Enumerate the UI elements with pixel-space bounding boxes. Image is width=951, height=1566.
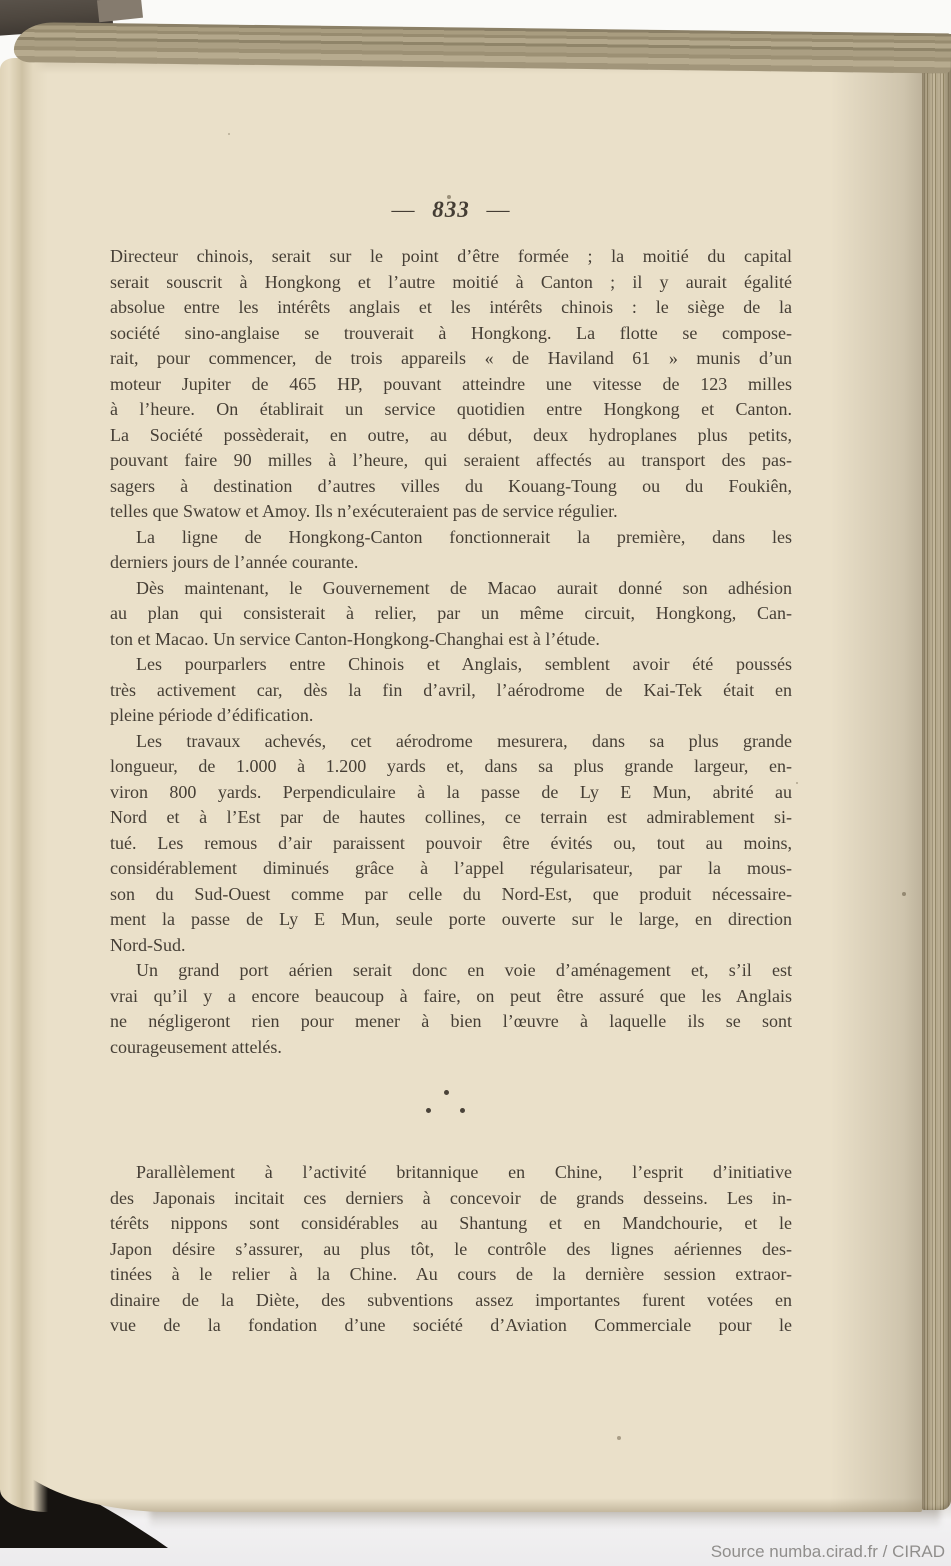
text-line: viron 800 yards. Perpendiculaire à la passe de Ly E Mun, abrité au: [110, 781, 792, 802]
text-line: à l’heure. On établirait un service quotidien entre Hongkong et Canton.: [110, 399, 792, 419]
section-separator-asterism: [110, 1090, 792, 1112]
text-line: considérablement diminués grâce à l’appel régularisateur, par la mous-: [110, 858, 792, 878]
asterism-dot: [444, 1090, 449, 1095]
page-number-dash-left: —: [391, 197, 416, 222]
text-line: des Japonais incitait ces derniers à concevoir de grands desseins. Les in-: [110, 1187, 792, 1208]
text-line: pouvant faire 90 milles à l’heure, qui seraient affectés au transport des pas-: [110, 450, 792, 470]
text-line: vrai qu’il y a encore beaucoup à faire, on peut être assuré que les Anglais: [110, 985, 792, 1006]
text-line: au plan qui consisterait à relier, par un même circuit, Hongkong, Can-: [110, 603, 792, 623]
text-line: tinées à le relier à la Chine. Au cours de la dernière session extraor-: [110, 1264, 792, 1284]
text-line: térêts nippons sont considérables au Shantung et en Mandchourie, et le: [110, 1213, 792, 1233]
text-line: rait, pour commencer, de trois appareils « de Haviland 61 » munis d’un: [110, 348, 792, 368]
paragraph: [110, 729, 792, 959]
page-gutter-shadow: [0, 58, 48, 1512]
text-line: telles que Swatow et Amoy. Ils n’exécuteraient pas de service régulier.: [110, 501, 618, 521]
book-page: [0, 58, 922, 1512]
text-line: derniers jours de l’année courante.: [110, 552, 359, 572]
text-line: Les travaux achevés, cet aérodrome mesurera, dans sa plus grande: [136, 730, 792, 751]
text-line: La ligne de Hongkong-Canton fonctionnerait la première, dans les: [136, 526, 792, 547]
text-line: société sino-anglaise se trouverait à Hongkong. La flotte se compose-: [110, 322, 792, 343]
paragraph: [110, 525, 792, 576]
paragraph: [110, 652, 792, 729]
text-line: Directeur chinois, serait sur le point d’être formée ; la moitié du capital: [110, 246, 792, 266]
asterism-dot: [460, 1108, 465, 1113]
text-line: Nord-Sud.: [110, 934, 186, 955]
text-line: sagers à destination d’autres villes du Kouang-Toung ou du Foukiên,: [110, 475, 792, 496]
text-line: Les pourparlers entre Chinois et Anglais, semblent avoir été poussés: [136, 654, 792, 674]
page-body: [110, 244, 792, 1339]
text-line: absolue entre les intérêts anglais et les intérêts chinois : le siège de la: [110, 297, 792, 317]
text-line: vue de la fondation d’une société d’Aviation Commerciale pour le: [110, 1315, 792, 1335]
text-line: Un grand port aérien serait donc en voie d’aménagement et, s’il est: [136, 960, 792, 980]
text-line: serait souscrit à Hongkong et l’autre moitié à Canton ; il y aurait égalité: [110, 271, 792, 292]
text-line: Japon désire s’assurer, au plus tôt, le contrôle des lignes aériennes des-: [110, 1238, 792, 1259]
paragraph: [110, 1160, 792, 1339]
text-line: dinaire de la Diète, des subventions assez importantes furent votées en: [110, 1289, 792, 1310]
asterism-dot: [426, 1108, 431, 1113]
text-line: ne négligeront rien pour mener à bien l’œuvre à laquelle ils se sont: [110, 1011, 792, 1031]
page-number-dash-right: —: [486, 197, 511, 222]
page-number: [110, 197, 792, 223]
scan-source-label: Source numba.cirad.fr / CIRAD: [710, 1542, 945, 1561]
page-edges-right: [922, 34, 951, 1510]
text-line: tué. Les remous d’air paraissent pouvoir être évités ou, tout au moins,: [110, 832, 792, 853]
text-line: très activement car, dès la fin d’avril, l’aérodrome de Kai-Tek était en: [110, 679, 792, 700]
paragraph: [110, 576, 792, 653]
text-line: Dès maintenant, le Gouvernement de Macao aurait donné son adhésion: [136, 577, 792, 598]
text-line: ment la passe de Ly E Mun, seule porte ouverte sur le large, en direction: [110, 909, 792, 929]
text-line: Nord et à l’Est par de hautes collines, ce terrain est admirablement si-: [110, 807, 792, 827]
text-line: Parallèlement à l’activité britannique en Chine, l’esprit d’initiative: [136, 1162, 792, 1182]
text-line: son du Sud-Ouest comme par celle du Nord-Est, que produit nécessaire-: [110, 883, 792, 904]
text-line: pleine période d’édification.: [110, 705, 314, 725]
text-line: La Société possèderait, en outre, au début, deux hydroplanes plus petits,: [110, 424, 792, 445]
text-line: longueur, de 1.000 à 1.200 yards et, dans sa plus grande largeur, en-: [110, 756, 792, 776]
page-number-value: 833: [432, 197, 470, 222]
paragraph: [110, 958, 792, 1060]
text-line: courageusement attelés.: [110, 1036, 282, 1057]
text-line: moteur Jupiter de 465 HP, pouvant atteindre une vitesse de 123 milles: [110, 373, 792, 394]
paper-specks: [0, 58, 2, 60]
text-line: ton et Macao. Un service Canton-Hongkong-Changhai est à l’étude.: [110, 628, 600, 649]
paragraph: [110, 244, 792, 525]
